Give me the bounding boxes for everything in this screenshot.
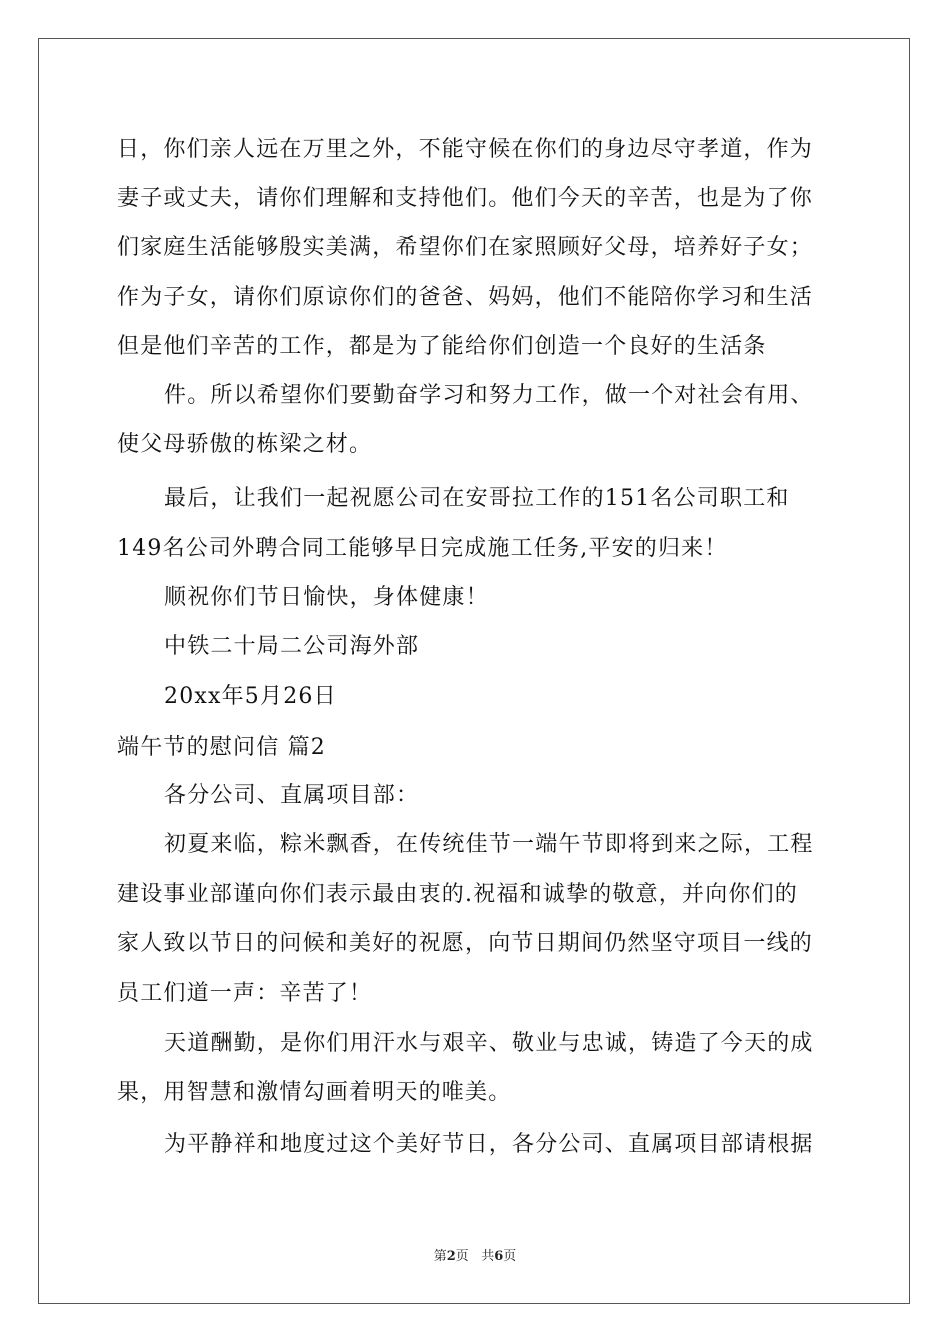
paragraph-line: 们家庭生活能够殷实美满，希望你们在家照顾好父母，培养好子女； xyxy=(117,235,814,260)
paragraph-line: 员工们道一声：辛苦了！ xyxy=(117,981,373,1006)
paragraph-line: 149名公司外聘合同工能够早日完成施工任务,平安的归来！ xyxy=(117,536,728,561)
paragraph-line: 初夏来临，粽米飘香，在传统佳节一端午节即将到来之际，工程 xyxy=(164,832,814,857)
page-border xyxy=(38,38,910,1304)
paragraph-line: 使父母骄傲的栋梁之材。 xyxy=(117,432,373,457)
paragraph-line: 作为子女，请你们原谅你们的爸爸、妈妈，他们不能陪你学习和生活 xyxy=(117,285,814,310)
page-footer xyxy=(0,1248,950,1266)
footer-page-prefix: 第 xyxy=(433,1249,447,1264)
paragraph-line: 天道酬勤，是你们用汗水与艰辛、敬业与忠诚，铸造了今天的成 xyxy=(164,1031,814,1056)
footer-page-suffix: 页 xyxy=(455,1249,469,1264)
paragraph-line: 日，你们亲人远在万里之外，不能守候在你们的身边尽守孝道，作为 xyxy=(117,137,814,162)
paragraph-line: 建设事业部谨向你们表示最由衷的.祝福和诚挚的敬意，并向你们的 xyxy=(117,882,798,907)
closing-greeting: 顺祝你们节日愉快，身体健康！ xyxy=(164,585,489,610)
paragraph-line: 但是他们辛苦的工作，都是为了能给你们创造一个良好的生活条 xyxy=(117,334,767,359)
signature-organization: 中铁二十局二公司海外部 xyxy=(164,634,420,659)
footer-total-suffix: 页 xyxy=(503,1249,517,1264)
footer-page-total: 6 xyxy=(494,1249,504,1264)
paragraph-line: 果，用智慧和激情勾画着明天的唯美。 xyxy=(117,1080,512,1105)
signature-date: 20xx年5月26日 xyxy=(164,684,337,709)
paragraph-line: 最后，让我们一起祝愿公司在安哥拉工作的151名公司职工和 xyxy=(164,486,790,511)
paragraph-line: 妻子或丈夫，请你们理解和支持他们。他们今天的辛苦，也是为了你 xyxy=(117,186,814,211)
section-title: 端午节的慰问信 篇2 xyxy=(117,735,326,760)
paragraph-line: 家人致以节日的问候和美好的祝愿，向节日期间仍然坚守项目一线的 xyxy=(117,931,814,956)
paragraph-line: 件。所以希望你们要勤奋学习和努力工作，做一个对社会有用、 xyxy=(164,383,814,408)
footer-total-prefix: 共 xyxy=(481,1249,495,1264)
footer-page-current: 2 xyxy=(446,1249,456,1264)
paragraph-line: 为平静祥和地度过这个美好节日，各分公司、直属项目部请根据 xyxy=(164,1132,814,1157)
salutation: 各分公司、直属项目部： xyxy=(164,783,420,808)
